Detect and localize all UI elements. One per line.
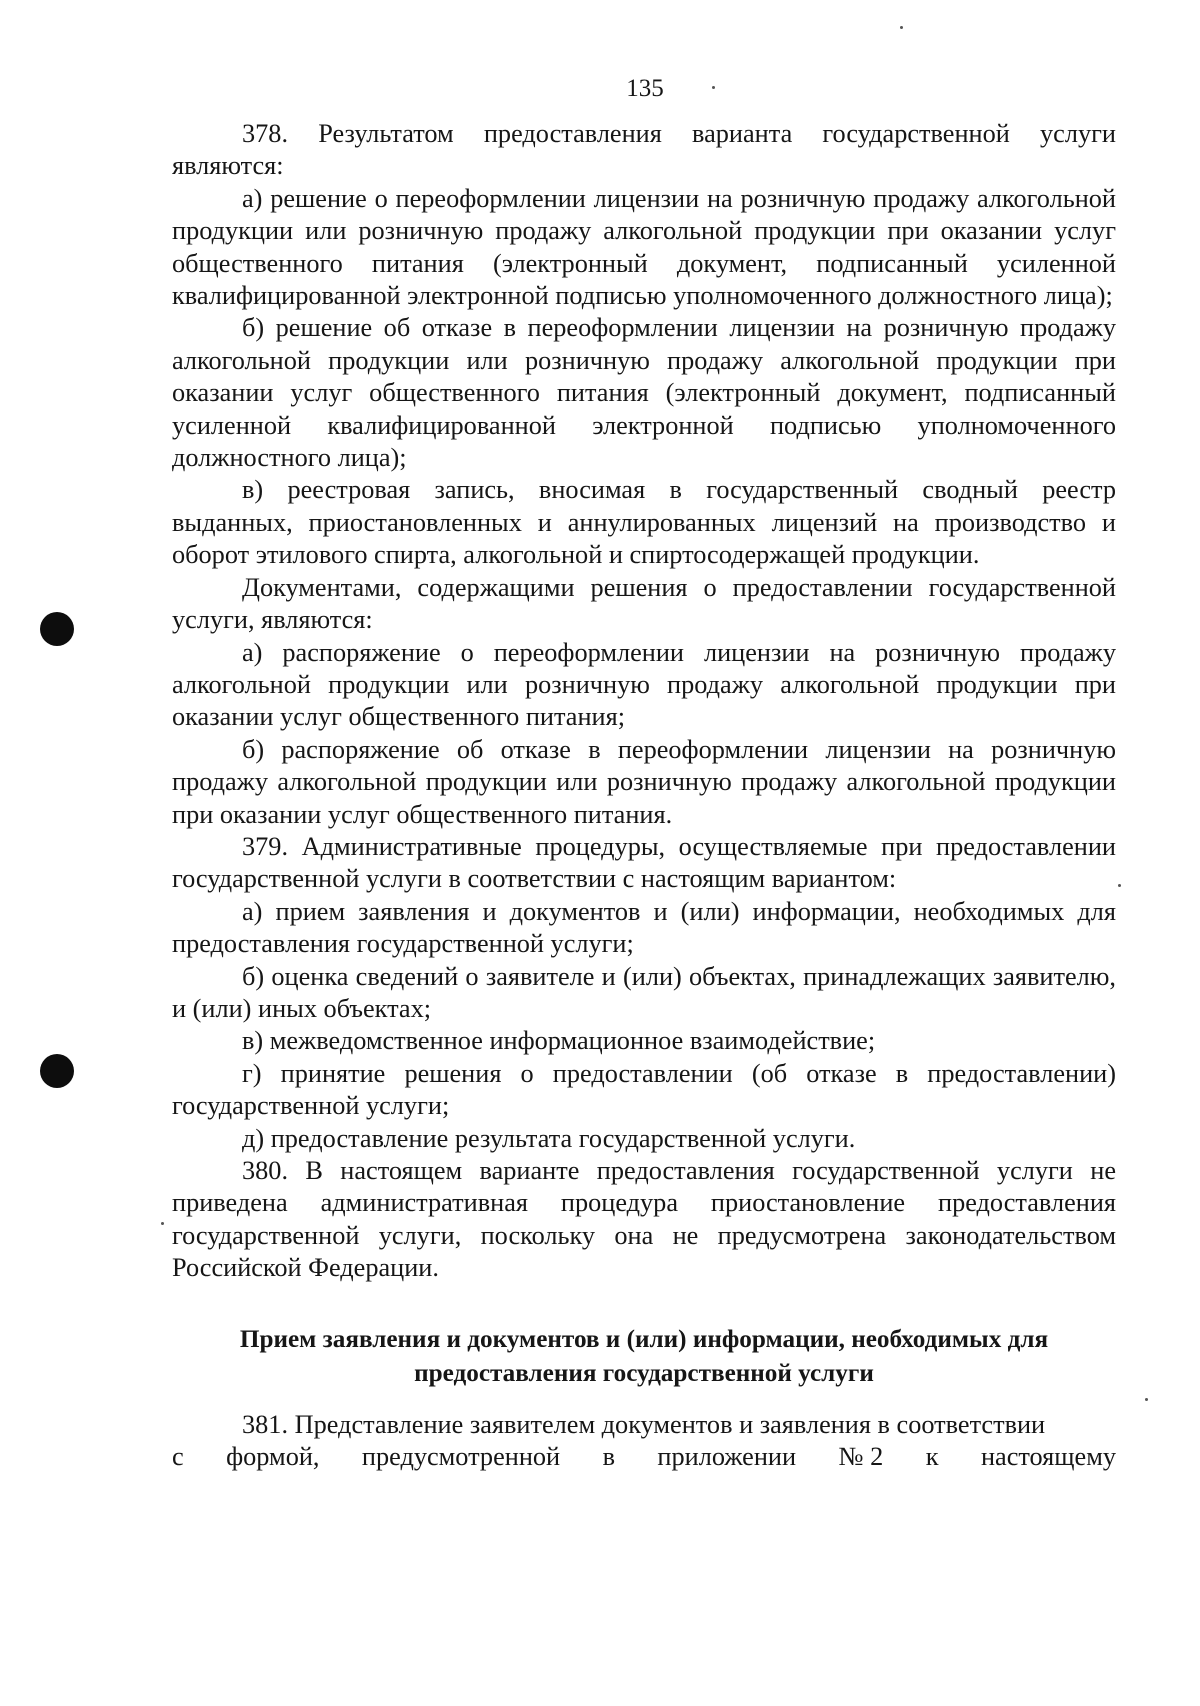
word: формой, [226,1442,320,1472]
binder-hole-lower [40,1054,74,1088]
list-item-d: д) предоставление результата государственной услуги. [242,1123,856,1153]
word: к [925,1442,939,1472]
scan-speck [161,1222,164,1225]
section-heading [172,1323,1116,1391]
word: с [172,1442,184,1472]
list-item-b: б) распоряжение об отказе в переоформлении лицензии на розничную продажу алкогольной продукции или розничную продажу алкогольной продукции при оказании услуг общественного питания. [172,734,1116,829]
section-heading-line: предоставления государственной услуги [414,1359,874,1387]
list-item-b: б) решение об отказе в переоформлении лицензии на розничную продажу алкогольной продукции или розничную продажу алкогольной продукции при оказании услуг общественного питания (электронный документ, подписанный усиленной квалифицированной электронной подписью уполномоченного должностного лица); [172,313,1116,473]
list-item-a: а) решение о переоформлении лицензии на розничную продажу алкогольной продукции или розничную продажу алкогольной продукции при оказании услуг общественного питания (электронный документ, подписанный усиленной квалифицированной электронной подписью уполномоченного должностного лица); [172,183,1116,311]
binder-hole-upper [40,612,74,646]
word: приложении [657,1442,797,1472]
list-item-a: а) прием заявления и документов и (или) информации, необходимых для предоставления государственной услуги; [172,896,1116,959]
section-heading-line: Прием заявления и документов и (или) информации, необходимых для [239,1325,1049,1353]
word: предусмотренной [361,1442,561,1472]
scan-speck [1145,1398,1148,1401]
list-item-v: в) межведомственное информационное взаимодействие; [242,1026,876,1056]
word: № 2 [838,1442,884,1472]
paragraph-379: 379. Административные процедуры, осуществляемые при предоставлении государственной услуги в соответствии с настоящим вариантом: [172,831,1116,894]
word: настоящему [980,1442,1116,1472]
list-item-a: а) распоряжение о переоформлении лицензии на розничную продажу алкогольной продукции или розничную продажу алкогольной продукции при оказании услуг общественного питания; [172,637,1116,732]
word: в [602,1442,615,1472]
paragraph-381-line: 381. Представление заявителем документов и заявления в соответствии [242,1409,1046,1439]
scan-speck [712,86,715,89]
paragraph-380: 380. В настоящем варианте предоставления государственной услуги не приведена административная процедура приостановление предоставления государственной услуги, поскольку она не предусмотрена законодательством Российской Федерации. [172,1156,1116,1283]
list-item-g: г) принятие решения о предоставлении (об отказе в предоставлении) государственной услуги; [172,1058,1116,1121]
paragraph-381-continuation [172,1441,1116,1473]
paragraph-381 [172,1409,1116,1441]
scan-speck [1118,884,1121,887]
paragraph-documents: Документами, содержащими решения о предоставлении государственной услуги, являются: [172,572,1116,635]
paragraph-378: 378. Результатом предоставления варианта государственной услуги являются: [172,119,1116,181]
document-body [172,118,1116,1473]
scan-speck [900,26,903,29]
list-item-v: в) реестровая запись, вносимая в государственный сводный реестр выданных, приостановленных и аннулированных лицензий на производство и оборот этилового спирта, алкогольной и спиртосодержащей продукции. [172,475,1116,570]
list-item-b: б) оценка сведений о заявителе и (или) объектах, принадлежащих заявителю, и (или) иных объектах; [172,961,1116,1023]
page-number: 135 [626,75,664,102]
